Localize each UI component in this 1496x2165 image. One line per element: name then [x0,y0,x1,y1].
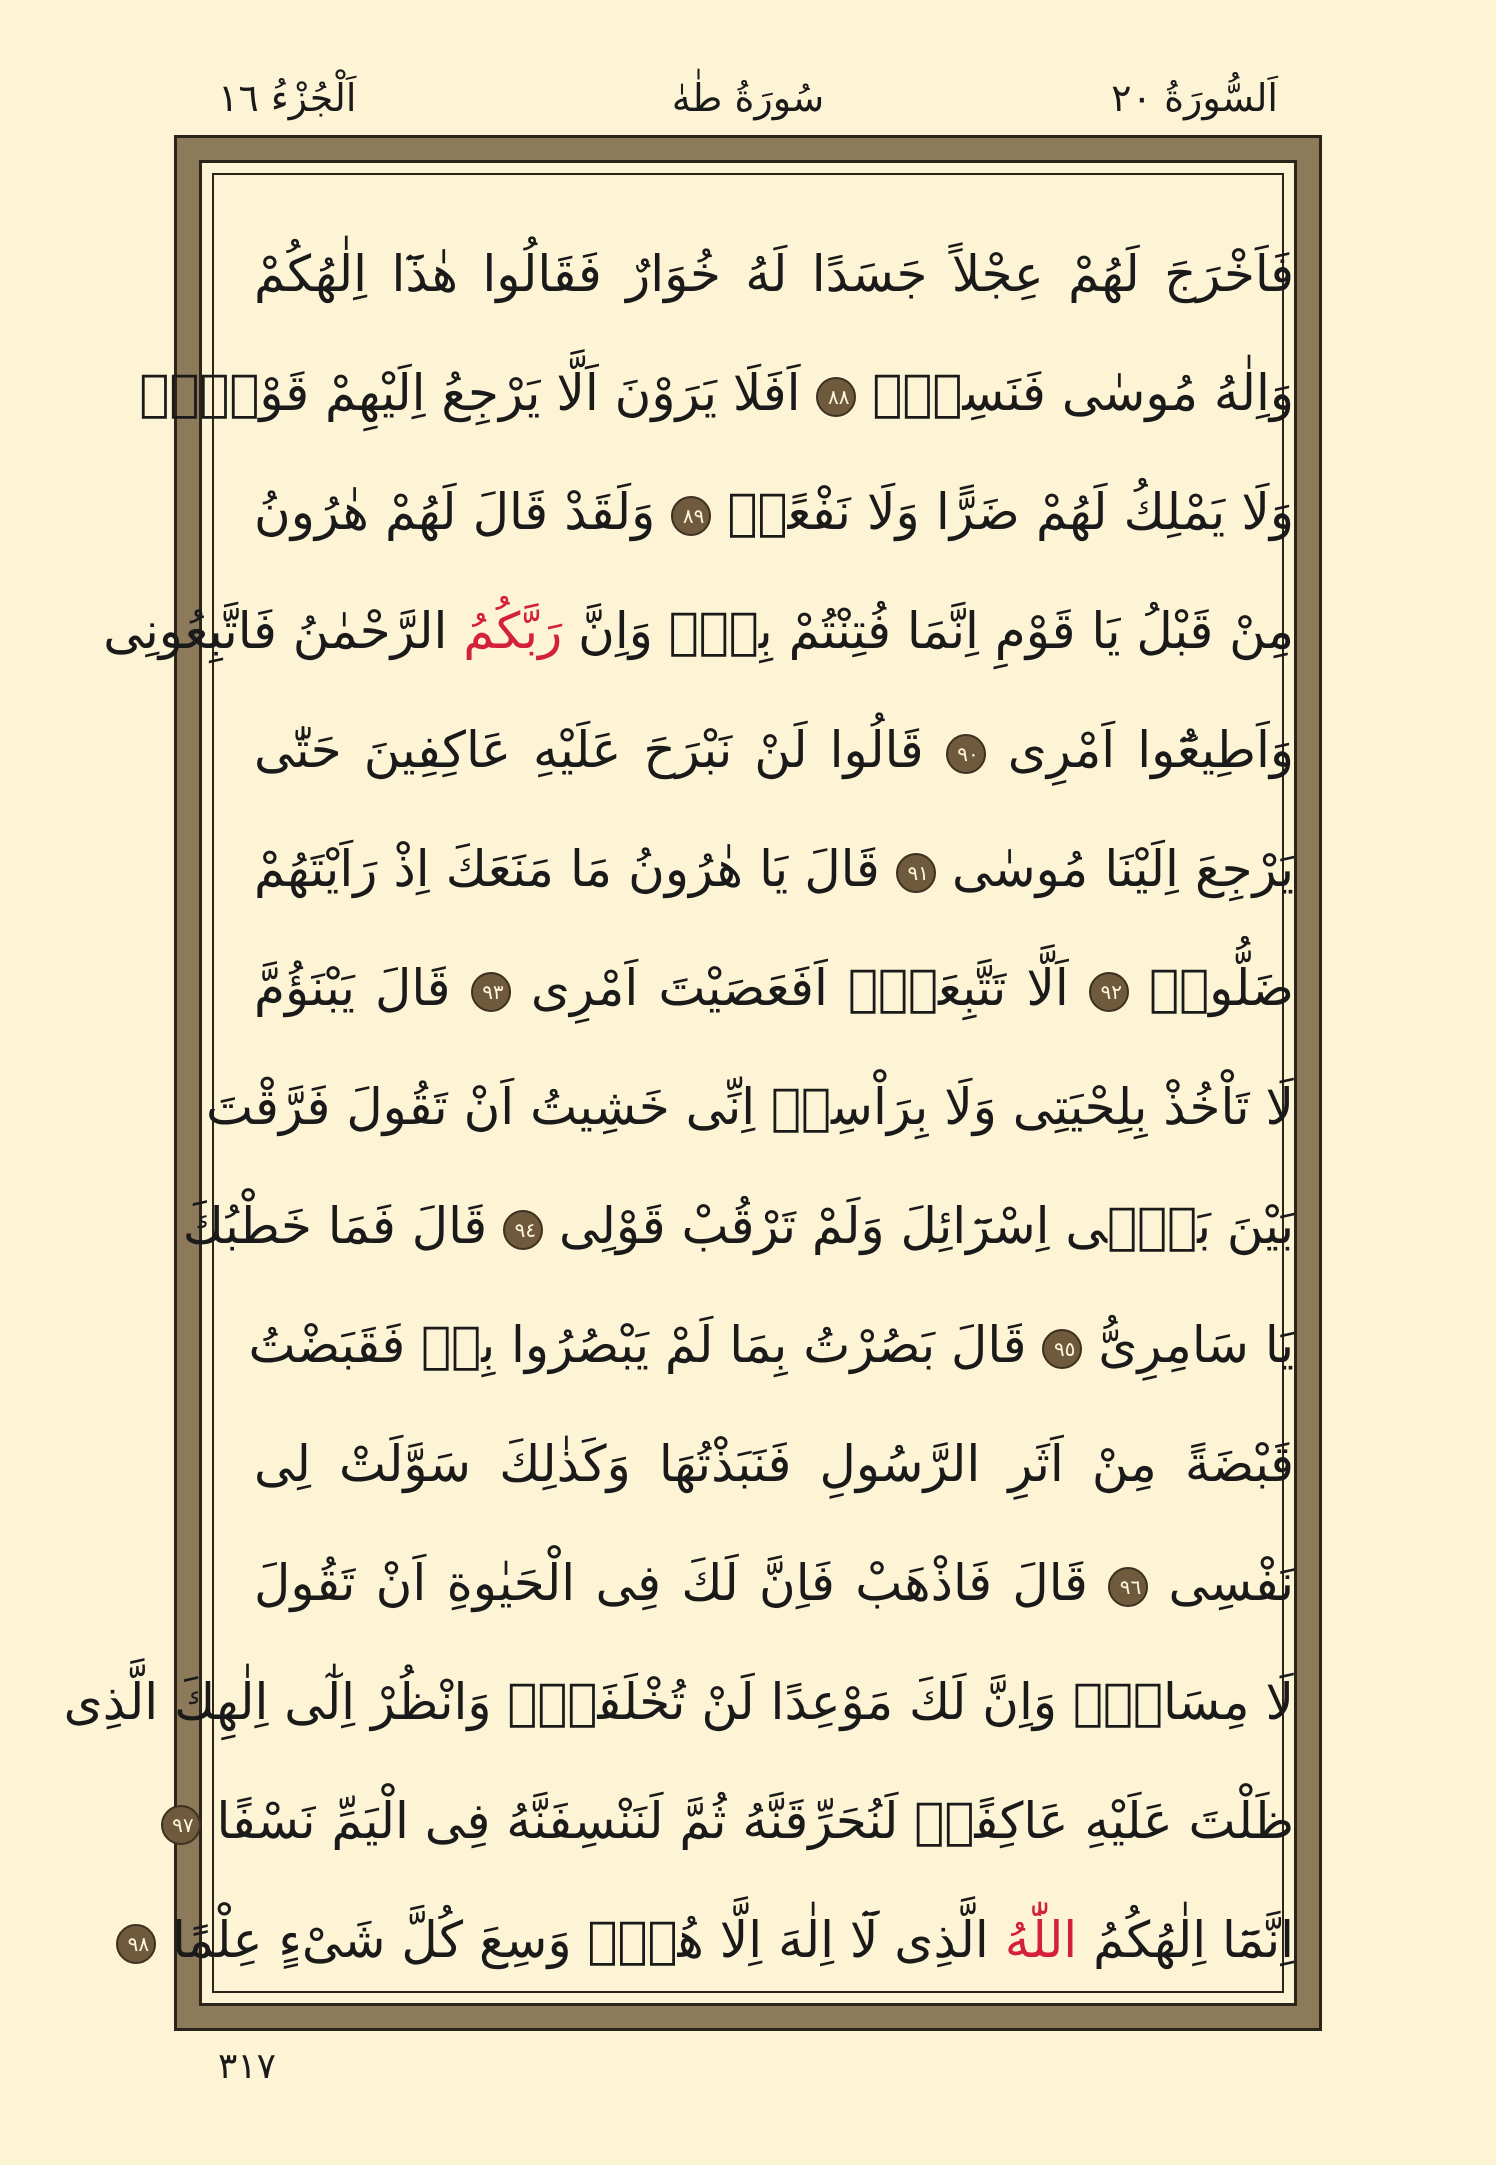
text-panel [63,160,1297,2006]
verse-text: وَلَقَدْ قَالَ لَهُمْ هٰرُونُ [254,483,672,541]
text-line [248,1286,1294,1405]
verse-text: لَا مِسَاسَۖ وَاِنَّ لَكَ مَوْعِدًا لَنْ تُخْلَفَهُۚ وَانْظُرْ اِلٰٓى اِلٰهِكَ الَّذِى [63,1673,1294,1731]
verse-text: الَّذِى لَٓا اِلٰهَ اِلَّا هُوَۜ وَسِعَ كُلَّ شَیْءٍ عِلْمًا [156,1911,1005,1969]
verse-text: لَا تَاْخُذْ بِلِحْيَتِى وَلَا بِرَاْسِىۚ اِنِّى خَشِيتُ اَنْ تَقُولَ فَرَّقْتَ [205,1078,1294,1136]
ayah-number-marker: ٩٨ [116,1924,156,1964]
ayah-number-marker: ٨٩ [671,496,711,536]
verse-text: وَاَطِيعُٓوا اَمْرِى [985,721,1294,779]
surah-title: سُورَةُ طٰهٰ [671,76,825,120]
verse-text: الرَّحْمٰنُ فَاتَّبِعُونِى [103,602,464,660]
text-line [254,810,1294,929]
verse-text: يَا سَامِرِىُّ [1082,1316,1294,1374]
surah-number-label: اَلسُّورَةُ ٢٠ [1111,76,1278,120]
text-line [254,215,1294,334]
ayah-number-marker: ٩١ [896,853,936,893]
ayah-number-marker: ٩٥ [1042,1329,1082,1369]
text-line [254,691,1294,810]
verse-text: يَرْجِعَ اِلَيْنَا مُوسٰى [935,840,1295,898]
verse-text: اَفَلَا يَرَوْنَ اَلَّا يَرْجِعُ اِلَيْهِمْ قَوْلاًۙ [139,364,817,422]
text-line [254,929,1294,1048]
highlighted-word: اللّٰهُ [1004,1911,1078,1969]
verse-text: ظَلْتَ عَلَيْهِ عَاكِفًاۜ لَنُحَرِّقَنَّهُ ثُمَّ لَنَنْسِفَنَّهُ فِى الْيَمِّ نَسْفًا [200,1792,1294,1850]
verse-text: مِنْ قَبْلُ يَا قَوْمِ اِنَّمَا فُتِنْتُمْ بِهٖۚ وَاِنَّ [562,602,1294,660]
text-line [172,1762,1294,1881]
verse-text: قَالَ فَمَا خَطْبُكَ [182,1197,504,1255]
text-line [254,1524,1294,1643]
ayah-number-marker: ٩٤ [503,1210,543,1250]
verse-text: وَلَا يَمْلِكُ لَهُمْ ضَرًّا وَلَا نَفْعًاࣖ [711,483,1294,541]
ayah-number-marker: ٩٦ [1108,1567,1148,1607]
verse-text: قَالَ يَا هٰرُونُ مَا مَنَعَكَ اِذْ رَاَيْتَهُمْ [254,840,896,898]
page-border [63,135,1322,2031]
quran-text [63,215,1295,2000]
text-line [205,1048,1294,1167]
ayah-number-marker: ٩٧ [161,1805,201,1845]
verse-text: قَالُوا لَنْ نَبْرَحَ عَلَيْهِ عَاكِفِينَ حَتّٰى [254,721,946,779]
verse-text: وَاِلٰهُ مُوسٰى فَنَسِيَۜ [856,364,1294,422]
text-line [127,1881,1294,2000]
highlighted-word: رَبَّكُمُ [463,602,563,660]
page-number: ٣١٧ [218,2046,277,2087]
ayah-number-marker: ٩٠ [946,734,986,774]
text-line [182,1167,1294,1286]
verse-text: نَفْسِى [1148,1554,1294,1612]
verse-text: قَالَ يَبْنَؤُمَّ [254,959,471,1017]
verse-text: ضَلُّواۙ [1128,959,1294,1017]
page-header [0,68,1496,128]
text-line [139,334,1294,453]
verse-text: قَبْضَةً مِنْ اَثَرِ الرَّسُولِ فَنَبَذْتُهَا وَكَذٰلِكَ سَوَّلَتْ لِى [254,1435,1294,1493]
juz-label: اَلْجُزْءُ ١٦ [218,76,357,120]
verse-text: قَالَ بَصُرْتُ بِمَا لَمْ يَبْصُرُوا بِهٖ فَقَبَضْتُ [248,1316,1043,1374]
verse-text: بَيْنَ بَنٖٓى اِسْرَٓائِلَ وَلَمْ تَرْقُبْ قَوْلِى [543,1197,1294,1255]
verse-text: اَلَّا تَتَّبِعَنِۜ اَفَعَصَيْتَ اَمْرِى [510,959,1089,1017]
text-line [254,453,1294,572]
ayah-number-marker: ٨٨ [816,377,856,417]
ayah-number-marker: ٩٢ [1089,972,1129,1012]
verse-text: اِنَّمَٓا اِلٰهُكُمُ [1077,1911,1294,1969]
verse-text: قَالَ فَاذْهَبْ فَاِنَّ لَكَ فِى الْحَيٰوةِ اَنْ تَقُولَ [254,1554,1109,1612]
verse-text: فَاَخْرَجَ لَهُمْ عِجْلاً جَسَدًا لَهُ خُوَارٌ فَقَالُوا هٰذَٓا اِلٰهُكُمْ [254,245,1294,303]
text-line [103,572,1294,691]
ayah-number-marker: ٩٣ [471,972,511,1012]
text-line [63,1643,1294,1762]
text-line [254,1405,1294,1524]
